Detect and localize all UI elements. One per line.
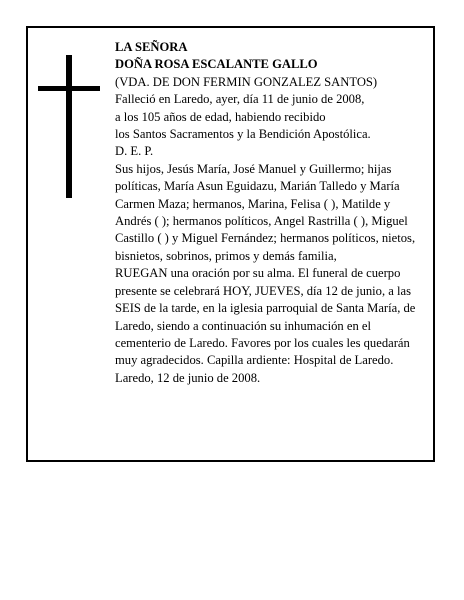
deceased-name: DOÑA ROSA ESCALANTE GALLO (115, 57, 318, 72)
dep-line: D. E. P. (115, 144, 154, 159)
death-line-2: a los 105 años de edad, habiendo recibido (115, 109, 326, 124)
death-line-1: Falleció en Laredo, ayer, día 11 de junio de 2008, (115, 92, 365, 107)
request-paragraph: RUEGAN una oración por su alma. El funeral de cuerpo presente se celebrará HOY, JUEVES, día 12 de junio, a las SEIS de la tarde, en la iglesia parroquial de Santa María, de Laredo, siendo a continuación su inhumación en el cementerio de Laredo. Favores por los cuales les quedarán muy agradecidos. Capilla ardiente: Hospital de Laredo. (115, 266, 416, 368)
cross-horizontal-bar (38, 86, 100, 91)
notice-title: LA SEÑORA (115, 40, 188, 54)
death-line-3: los Santos Sacramentos y la Bendición Apostólica. (115, 127, 371, 142)
notice-text (115, 39, 427, 387)
widow-of-line: (VDA. DE DON FERMIN GONZALEZ SANTOS) (115, 74, 378, 89)
obituary-notice (26, 26, 435, 462)
cross-vertical-bar (66, 55, 72, 198)
date-place-line: Laredo, 12 de junio de 2008. (115, 370, 261, 385)
family-paragraph: Sus hijos, Jesús María, José Manuel y Guillermo; hijas políticas, María Asun Eguidazu, Marián Talledo y María Carmen Maza; hermanos, Marina, Felisa ( ), Matilde y Andrés ( ); hermanos políticos, Angel Rastrilla ( ), Miguel Castillo ( ) y Miguel Fernández; hermanos políticos, nietos, bisnietos, sobrinos, primos y demás familia, (115, 161, 416, 263)
